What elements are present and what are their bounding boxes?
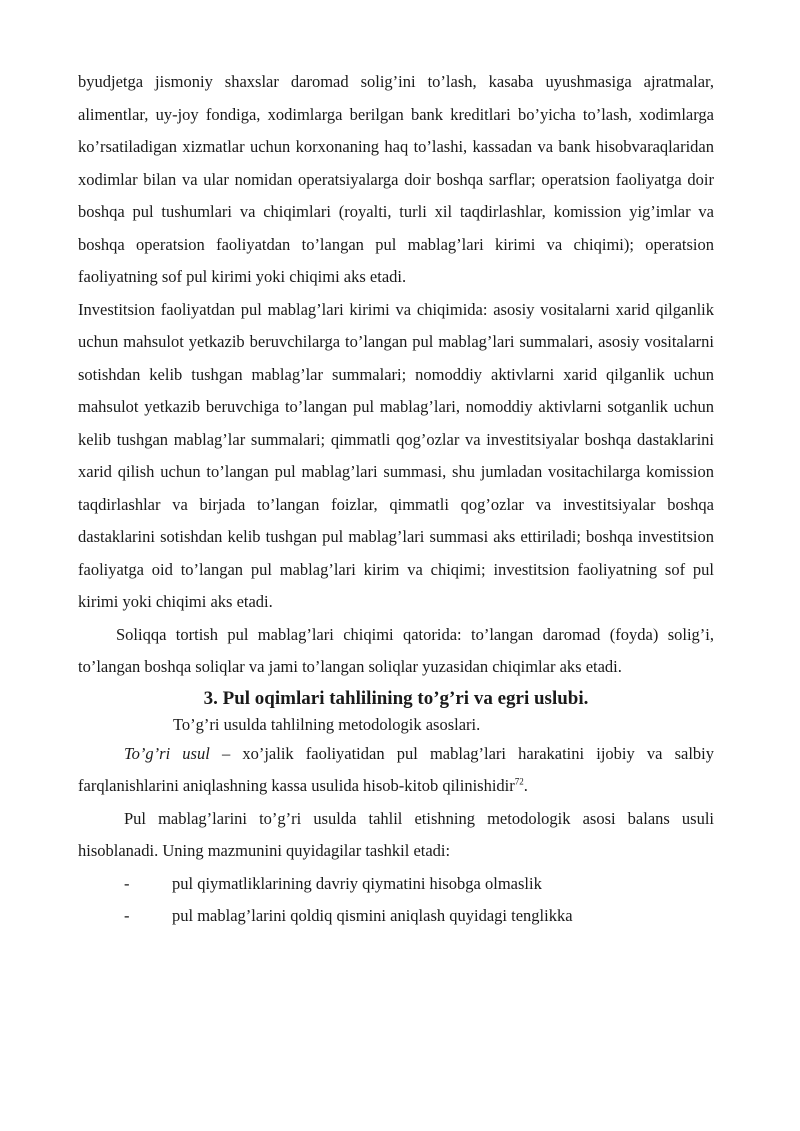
- section-heading: 3. Pul oqimlari tahlilining to’g’ri va egri uslubi.: [203, 687, 589, 709]
- dash-marker: -: [124, 873, 130, 893]
- document-page: [78, 66, 714, 933]
- list-item-text: pul qiymatliklarining davriy qiymatini hisobga olmaslik: [172, 873, 542, 893]
- list-item-text: pul mablag’larini qoldiq qismini aniqlash quyidagi tenglikka: [172, 906, 573, 925]
- paragraph-investment-activity: Investitsion faoliyatdan pul mablag’lari kirimi va chiqimida: asosiy vositalarni xarid qilganlik uchun mahsulot yetkazib beruvchilarga to’langan pul mablag’lari summalari, asosiy vositalarni sotishdan kelib tushgan mablag’lar summalari; nomoddiy aktivlarni xarid qilganlik uchun mahsulot yetkazib beruvchiga to’langan pul mablag’lari, nomoddiy aktivlarni sotganlik uchun kelib tushgan mablag’lar summalari; qimmatli qog’ozlar va investitsiyalar boshqa dastaklarini xarid qilish uchun to’langan pul mablag’lari summasi, shu jumladan vositachilarga komission taqdirlashlar va birjada to’langan foizlar, qimmatli qog’ozlar va investitsiyalar boshqa dastaklarini sotishdan kelib tushgan pul mablag’lari summasi aks ettiriladi; boshqa investitsion faoliyatga oid to’langan pul mablag’lari kirim va chiqimi; investitsion faoliyatning sof pul kirimi yoki chiqimi aks etadi.: [78, 299, 714, 611]
- paragraph-taxation: Soliqqa tortish pul mablag’lari chiqimi qatorida: to’langan daromad (foyda) solig’i, to’langan boshqa soliqlar va jami to’langan soliqlar yuzasidan chiqimlar aks etadi.: [78, 624, 714, 676]
- definition-text: – xo’jalik faoliyatidan pul mablag’lari harakatini ijobiy va salbiy farqlanishlarini aniqlashning kassa usulida hisob-kitob qilinishidir: [78, 743, 714, 795]
- definition-end: .: [523, 776, 528, 795]
- paragraph-operational-activity: byudjetga jismoniy shaxslar daromad solig’ini to’lash, kasaba uyushmasiga ajratmalar, alimentlar, uy-joy fondiga, xodimlarga berilgan bank kreditlari bo’yicha to’lash, xodimlarga ko’rsatiladigan xizmatlar uchun korxonaning haq to’lashi, kassadan va bank hisobvaraqlaridan xodimlar bilan va ular nomidan operatsiyalarga doir boshqa sarflar; operatsion faoliyatga doir boshqa pul tushumlari va chiqimlari (royalti, turli xil taqdirlashlar, komission yig’imlar va boshqa operatsion faoliyatdan to’langan pul mablag’lari kirimi va chiqimi); operatsion faoliyatning sof pul kirimi yoki chiqimi aks etadi.: [78, 72, 714, 286]
- paragraph-definition: [78, 738, 714, 803]
- list-item: [78, 868, 714, 901]
- list-item: [78, 900, 714, 933]
- bullet-list: [78, 868, 714, 933]
- footnote-reference: 72: [514, 776, 524, 787]
- dash-marker: -: [124, 906, 130, 925]
- definition-term: To’g’ri usul: [124, 743, 210, 763]
- section-subheading: To’g’ri usulda tahlilning metodologik asoslari.: [173, 714, 481, 734]
- paragraph-balance-method: Pul mablag’larini to’g’ri usulda tahlil etishning metodologik asosi balans usuli hisoblanadi. Uning mazmunini quyidagilar tashkil etadi:: [78, 808, 714, 860]
